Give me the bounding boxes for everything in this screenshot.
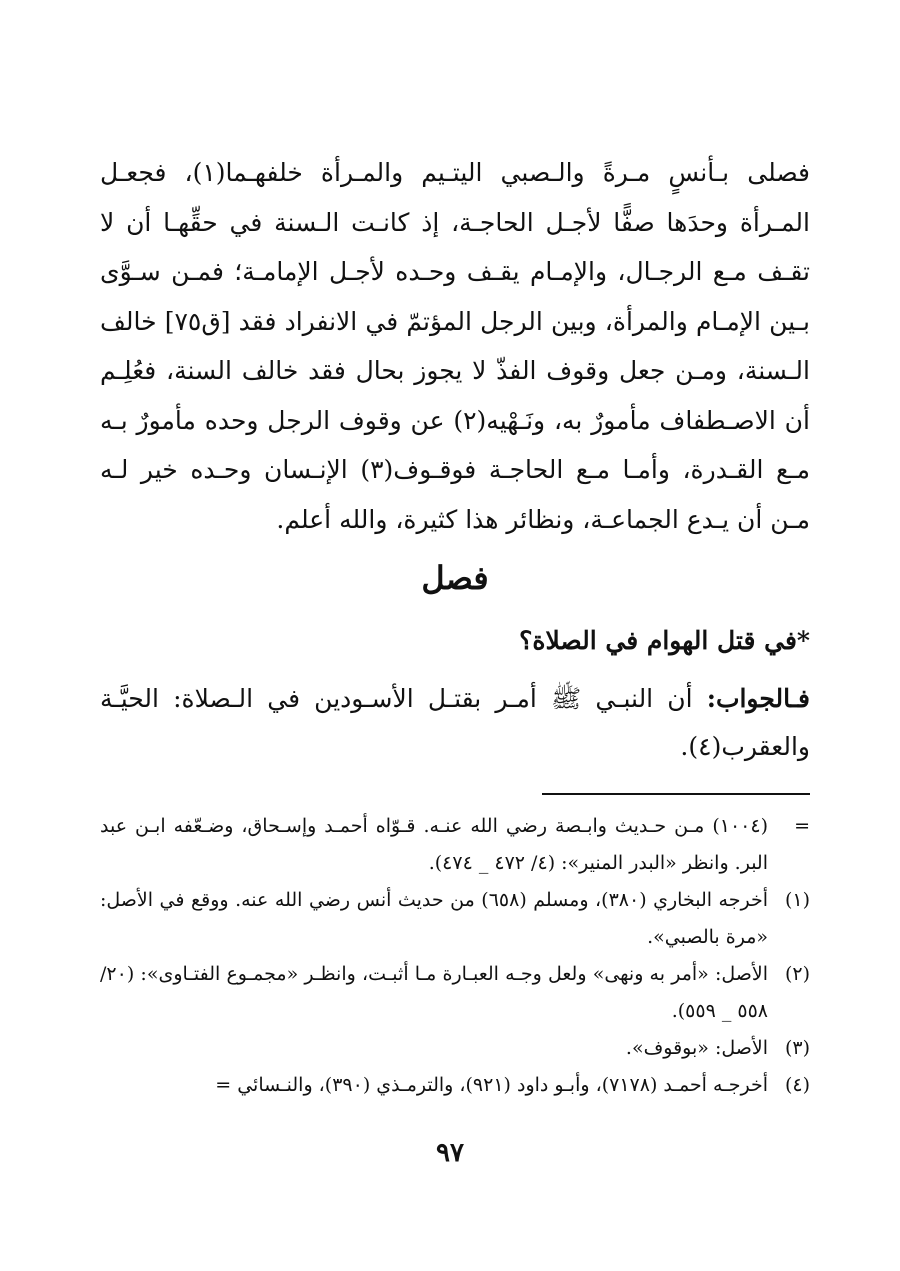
question-heading: *في قتل الهوام في الصلاة؟ — [519, 626, 810, 655]
footnote-mark: (١) — [784, 889, 810, 911]
footnote-1 — [100, 882, 810, 956]
footnote-continuation — [100, 808, 810, 882]
footnote-2 — [100, 956, 810, 1030]
answer-text: أن النبـي ﷺ أمـر بقتـل الأسـودين في الـصلاة: الحيَّـة والعقرب(٤). — [100, 684, 810, 761]
answer-lead: فـالجواب: — [706, 684, 810, 713]
footnote-4 — [100, 1067, 810, 1104]
footnote-text: الأصل: «بوقوف». — [625, 1037, 768, 1059]
footnote-mark: (٤) — [784, 1074, 810, 1096]
footnote-3 — [100, 1030, 810, 1067]
footnote-text: أخرجـه أحمـد (٧١٧٨)، وأبـو داود (٩٢١)، والترمـذي (٣٩٠)، والنـسائي = — [215, 1074, 768, 1096]
footnote-text: أخرجه البخاري (٣٨٠)، ومسلم (٦٥٨) من حديث أنس رضي الله عنه. ووقع في الأصل: «مرة بالصبي». — [100, 889, 768, 948]
page-number: ٩٧ — [436, 1138, 464, 1168]
footnote-separator — [542, 793, 810, 795]
footnote-mark: (٢) — [784, 963, 810, 985]
main-text — [100, 148, 810, 544]
answer-paragraph — [100, 675, 810, 771]
footnote-text: الأصل: «أمر به ونهى» ولعل وجـه العبـارة مـا أثبـت، وانظـر «مجمـوع الفتـاوى»: (٢٠/ ٥٥٨ _ ٥٥٩). — [100, 963, 768, 1022]
footnotes — [100, 808, 810, 1104]
footnote-mark: (٣) — [784, 1037, 810, 1059]
body-paragraph: فصلى بـأنسٍ مـرةً والـصبي اليتـيم والمـرأة خلفهـما(١)، فجعـل المـرأة وحدَها صفًّا لأجـل الحاجـة، إذ كانـت الـسنة في حقِّهـا أن لا تقـف مـع الرجـال، والإمـام يقـف وحـده لأجـل الإمامـة؛ فمـن سـوَّى بـين الإمـام والمرأة، وبين الرجل المؤتمّ في الانفراد فقد [ق٧٥] خالف الـسنة، ومـن جعل وقوف الفذّ لا يجوز بحال فقد خالف السنة، فعُلِـم أن الاصـطفاف مأمورٌ به، ونَـهْيه(٢) عن وقوف الرجل وحده مأمورٌ بـه مـع القـدرة، وأمـا مـع الحاجـة فوقـوف(٣) الإنـسان وحـده خير لـه مـن أن يـدع الجماعـة، ونظائر هذا كثيرة، والله أعلم. — [100, 158, 810, 534]
footnote-mark: = — [794, 815, 810, 837]
section-heading: فصل — [421, 559, 489, 597]
footnote-text: (١٠٠٤) مـن حـديث وابـصة رضي الله عنـه. قـوّاه أحمـد وإسـحاق، وضـعّفه ابـن عبد البر. وانظر «البدر المنير»: (٤/ ٤٧٢ _ ٤٧٤). — [100, 815, 768, 874]
